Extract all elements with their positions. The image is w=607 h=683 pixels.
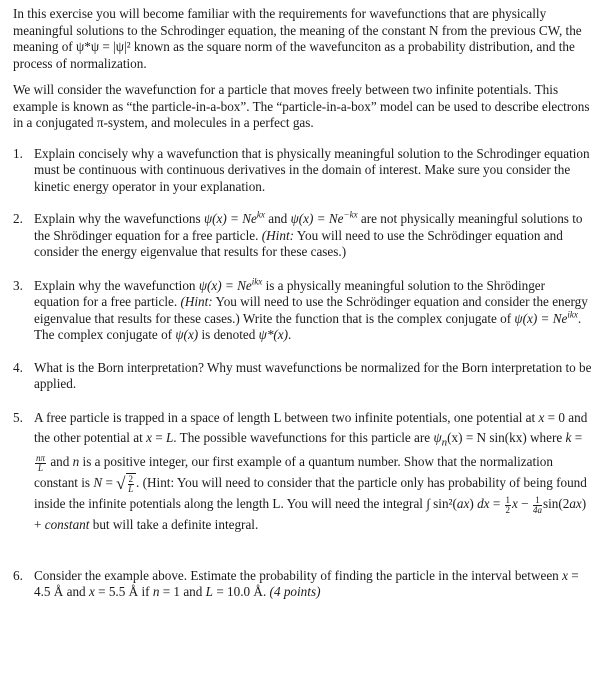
fraction-one-half: $\frac{1}{2}$ <box>505 494 511 515</box>
question-1 <box>13 146 593 196</box>
question-number: 1. <box>13 145 23 161</box>
intro-paragraph-2: We will consider the wavefunction for a particle that moves freely between two infinite potentials. This example is known as “the particle-in-a-box”. The “particle-in-a-box” model can be used to describe electrons in a conjugated π-system, and molecules in a perfect gas. <box>13 82 590 130</box>
question-list <box>13 146 593 601</box>
fraction-n-pi-over-l: $\frac{n\pi}{L}$ <box>36 452 46 473</box>
question-number: 5. <box>13 409 23 425</box>
hint-label: (Hint: <box>180 294 213 309</box>
question-2 <box>13 211 593 261</box>
sqrt-2-over-l: √ $\frac{2}{L}$ <box>116 473 136 495</box>
points-label: (4 points) <box>269 584 321 600</box>
worksheet <box>13 6 593 601</box>
fraction-one-over-4a: $\frac{1}{4a}$ <box>532 494 542 515</box>
question-number: 3. <box>13 277 23 293</box>
question-text: What is the Born interpretation? Why must wavefunctions be normalized for the Born interpretation to be applied. <box>34 359 592 391</box>
question-4 <box>13 360 593 393</box>
question-6 <box>13 568 593 601</box>
question-text: Consider the example above. Estimate the probability of finding the particle in the interval between x = 4.5 Å and x = 5.5 Å if n = 1 and L = 10.0 Å. (4 points) <box>34 567 579 600</box>
question-number: 2. <box>13 211 23 226</box>
question-number: 6. <box>13 567 23 583</box>
question-5 <box>13 408 593 535</box>
intro-paragraph-1: In this exercise you will become familiar with the requirements for wavefunctions that are physically meaningful solutions to the Schrodinger equation, the meaning of the constant N from the previous CW, the meaning of ψ*ψ = |ψ|² known as the square norm of the wavefunciton as a probability distribution, and the process of normalization. <box>13 6 582 71</box>
question-text: Explain concisely why a wavefunction that is physically meaningful solution to the Schrodinger equation must be continuous with continuous derivatives in the domain of interest. Make sure you consider the kinetic energy operator in your explanation. <box>34 145 590 194</box>
question-number: 4. <box>13 359 23 375</box>
hint-label: (Hint: <box>261 227 294 243</box>
question-text: Explain why the wavefunctions $\psi(x) = Ne^{kx}$ and $\psi(x) = Ne^{-kx}$ are not physically meaningful solutions to the Shrödinger equation for a free particle. (Hint: You will need to use the Schrödinger equation and consider the energy eigenvalue that results for these cases.) <box>34 209 583 259</box>
question-text: Explain why the wavefunction $\psi(x) = Ne^{ikx}$ is a physically meaningful solution to the Shrödinger equation for a free particle. (Hint: You will need to use the Schrödinger equation and consider the energy eigenvalue that results for these cases.) Write the function that is the complex conjugate of $\psi(x) = Ne^{ikx}$. The complex conjugate of ψ(x) is denoted ψ*(x). <box>34 276 588 342</box>
question-3 <box>13 278 593 344</box>
question-text: A free particle is trapped in a space of length L between two infinite potentials, one potential at x = 0 and the other potential at x = L. The possible wavefunctions for this particle are $\psi_n(x) = N$ sin(kx) where k = $\frac{n\pi}{L}$ and n is a positive integer, our first example of a quantum number. Show that the normalization constant is N = √ $\frac{2}{L}$ . (Hint: You will need to consider that the particle only has probability of being found inside the infinite potentials along the length L. You will need the integral ∫ sin²(ax) dx = $\frac{1}{2}$ x − $\frac{1}{4a}$ sin(2ax) + constant but will take a definite integral. <box>34 409 588 532</box>
